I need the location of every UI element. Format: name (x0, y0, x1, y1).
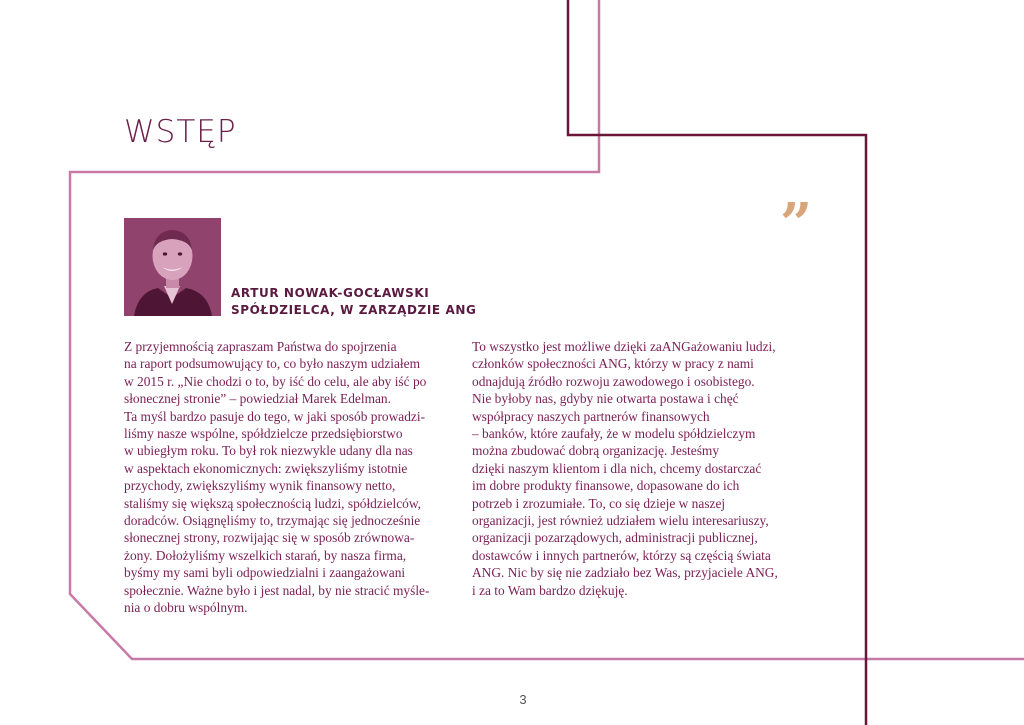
text-line: słonecznej strony, rozwijając się w sposób zrównowa- (124, 530, 415, 546)
text-line: dostawców i innych partnerów, którzy są częścią świata (472, 547, 771, 563)
text-line: żony. Dołożyliśmy wszelkich starań, by nasza firma, (124, 547, 407, 563)
text-line: w ubiegłym roku. To był rok niezwykle udany dla nas (124, 443, 413, 459)
text-line: słonecznej stronie” – powiedział Marek Edelman. (124, 391, 391, 407)
text-line: organizacji pozarządowych, administracji publicznej, (472, 530, 758, 546)
author-block (231, 285, 476, 319)
text-line: im dobre produkty finansowe, dopasowane do ich (472, 478, 740, 494)
text-line: można zbudować dobrą organizację. Jesteśmy (472, 443, 720, 459)
text-line: członków społeczności ANG, którzy w pracy z nami (472, 356, 754, 372)
text-line: współpracy naszych partnerów finansowych (472, 408, 710, 424)
text-line: odnajdują źródło rozwoju zawodowego i osobistego. (472, 373, 755, 389)
text-line: przychody, zwiększyliśmy wynik finansowy netto, (124, 478, 396, 494)
text-line: – banków, które zaufały, że w modelu spółdzielczym (472, 426, 756, 442)
author-name: ARTUR NOWAK-GOCŁAWSKI (231, 286, 430, 300)
text-line: w 2015 r. „Nie chodzi o to, by iść do celu, ale aby iść po (124, 373, 427, 389)
text-line: i za to Wam bardzo dziękuję. (472, 582, 628, 598)
intro-text-right-column (472, 338, 807, 599)
text-line: staliśmy się większą społecznością ludzi, spółdzielców, (124, 495, 421, 511)
text-line: Z przyjemnością zapraszam Państwa do spojrzenia (124, 339, 397, 354)
text-line: nia o dobru wspólnym. (124, 600, 248, 616)
text-line: społecznie. Ważne było i jest nadal, by nie stracić myśle- (124, 582, 430, 598)
text-line: ANG. Nic by się nie zadziało bez Was, przyjaciele ANG, (472, 565, 778, 581)
text-line: byśmy my sami byli odpowiedzialni i zaangażowani (124, 565, 406, 581)
author-photo (124, 218, 221, 316)
page-number: 3 (519, 692, 527, 707)
text-line: doradców. Osiągnęliśmy to, trzymając się jednocześnie (124, 513, 421, 529)
quote-mark-icon: ” (780, 191, 813, 257)
author-role: SPÓŁDZIELCA, W ZARZĄDZIE ANG (231, 303, 477, 317)
text-line: Ta myśl bardzo pasuje do tego, w jaki sposób prowadzi- (124, 408, 426, 424)
page-title: WSTĘP (124, 114, 237, 150)
text-line: w aspektach ekonomicznych: zwiększyliśmy istotnie (124, 460, 408, 476)
text-line: Nie byłoby nas, gdyby nie otwarta postawa i chęć (472, 391, 739, 407)
text-line: potrzeb i zrozumiałe. To, co się dzieje w naszej (472, 495, 726, 511)
text-line: na raport podsumowujący to, co było naszym udziałem (124, 356, 421, 372)
text-line: liśmy nasze wspólne, spółdzielcze przedsiębiorstwo (124, 426, 403, 442)
text-line: dzięki naszym klientom i dla nich, chcemy dostarczać (472, 460, 762, 476)
text-line: organizacji, jest również udziałem wielu interesariuszy, (472, 513, 769, 529)
text-line: To wszystko jest możliwe dzięki zaANGażowaniu ludzi, (472, 339, 776, 354)
intro-text-left-column (124, 338, 459, 617)
